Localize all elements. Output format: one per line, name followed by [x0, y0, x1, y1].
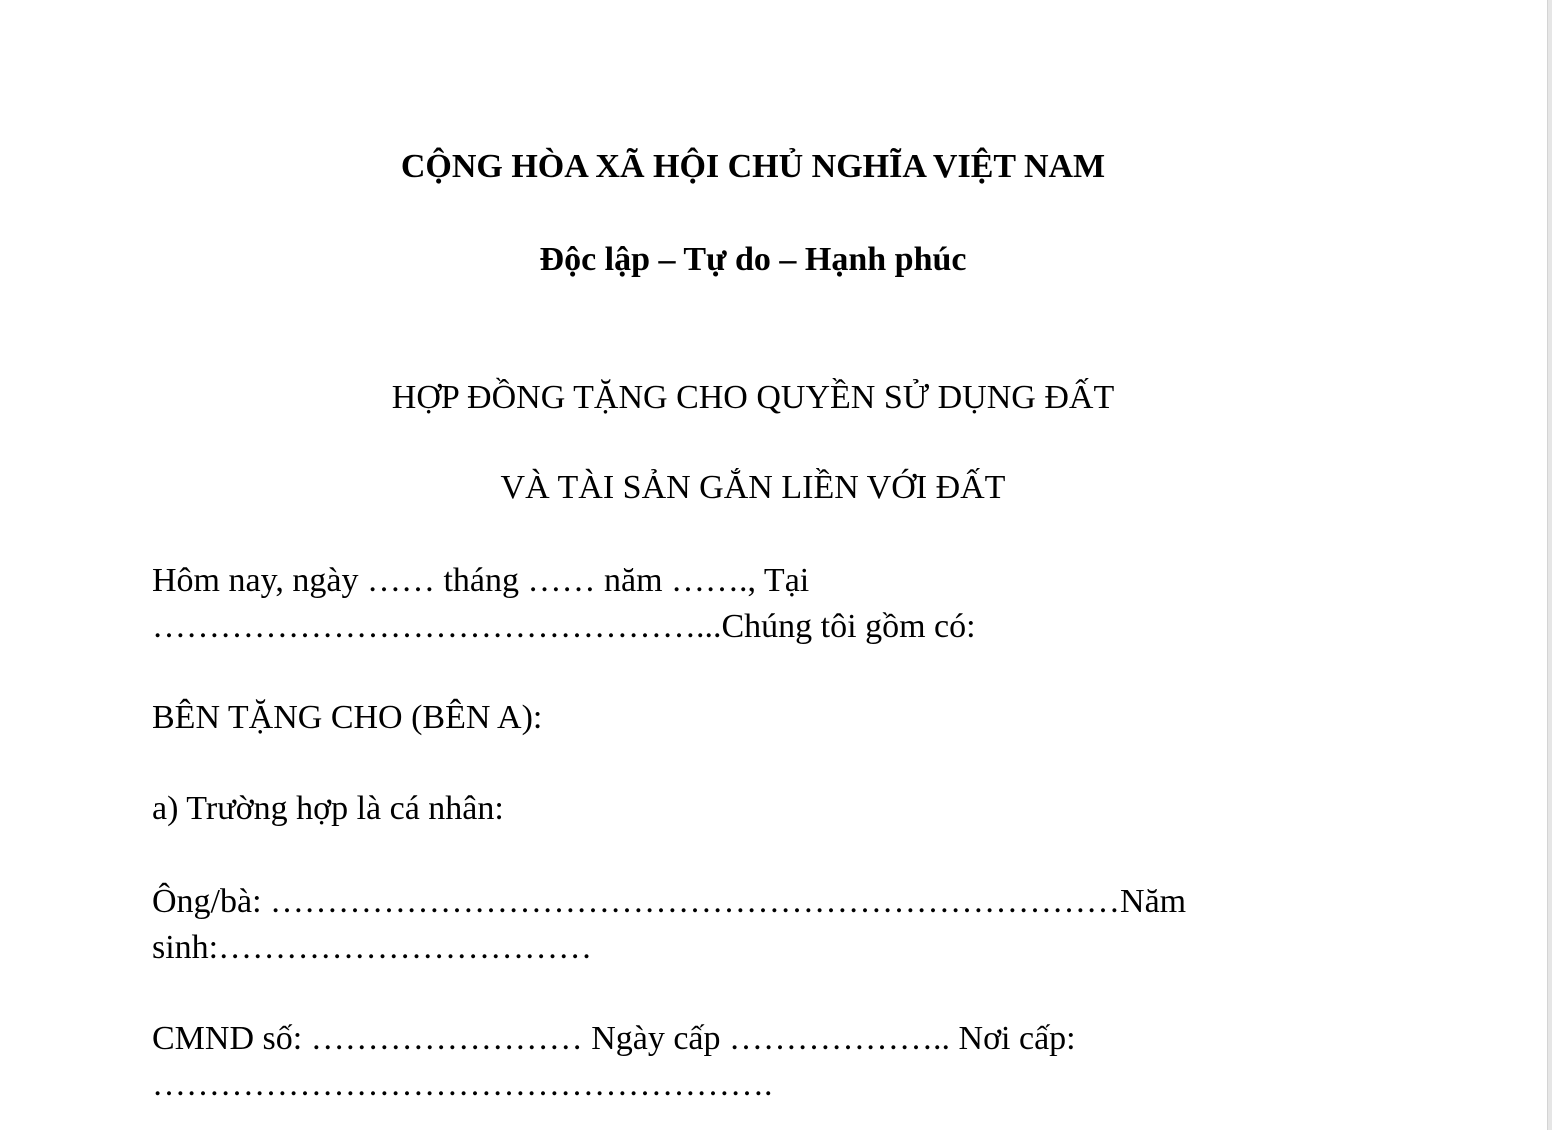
national-title: CỘNG HÒA XÃ HỘI CHỦ NGHĨA VIỆT NAM	[400, 148, 1106, 185]
contract-title-line-2: VÀ TÀI SẢN GẮN LIỀN VỚI ĐẤT	[500, 469, 1006, 506]
id-field-line-2: ……………………………………………….	[152, 1066, 773, 1103]
name-field-line-1: Ông/bà: …………………………………………………………………Năm	[152, 883, 1187, 920]
id-field-line-1: CMND số: …………………… Ngày cấp ……………….. Nơi cấp:	[152, 1020, 1076, 1057]
name-field-line-2: sinh:……………………………	[152, 929, 593, 966]
party-a-heading: BÊN TẶNG CHO (BÊN A):	[152, 699, 543, 736]
case-individual-label: a) Trường hợp là cá nhân:	[152, 790, 504, 827]
national-motto: Độc lập – Tự do – Hạnh phúc	[539, 241, 967, 278]
contract-title-line-1: HỢP ĐỒNG TẶNG CHO QUYỀN SỬ DỤNG ĐẤT	[391, 379, 1115, 416]
date-place-line-1: Hôm nay, ngày …… tháng …… năm ……., Tại	[152, 562, 810, 599]
date-place-line-2: …………………………………………...Chúng tôi gồm có:	[152, 608, 976, 645]
window-right-edge	[1547, 0, 1552, 1130]
